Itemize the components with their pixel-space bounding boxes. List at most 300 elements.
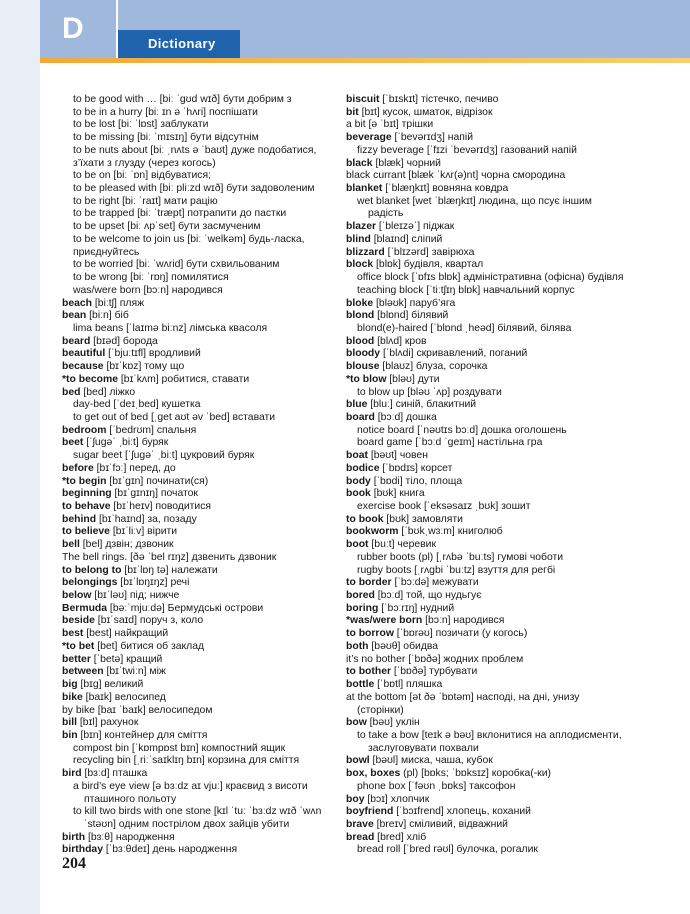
headword: birthday bbox=[62, 844, 103, 856]
headword: Bermuda bbox=[62, 602, 108, 614]
headword: bill bbox=[62, 717, 78, 729]
dictionary-entry bbox=[62, 615, 334, 628]
dictionary-entry bbox=[62, 348, 334, 361]
entry-text: recycling bin [ˌriːˈsaɪklɪŋ bɪn] корзина для сміття bbox=[73, 755, 300, 767]
entry-text: [ˈblʌdi] скривавлений, поганий bbox=[380, 348, 528, 360]
dictionary-entry bbox=[346, 247, 646, 260]
headword: beard bbox=[62, 335, 91, 347]
dictionary-entry bbox=[346, 196, 646, 209]
dictionary-entry bbox=[346, 183, 646, 196]
headword: box, boxes bbox=[346, 768, 401, 780]
dictionary-entry bbox=[346, 768, 646, 781]
entry-text: [bel] дзвін; дзвоник bbox=[79, 539, 174, 551]
entry-text: приєднуйтесь bbox=[73, 246, 140, 258]
entry-text: phone box [ˈfəʊn ˌbɒks] таксофон bbox=[357, 780, 516, 792]
dictionary-entry bbox=[62, 679, 334, 692]
dictionary-entry bbox=[62, 692, 334, 705]
entry-text: [bet] битися об заклад bbox=[94, 640, 205, 652]
entry-text: [ˈbleɪzəˈ] піджак bbox=[376, 221, 455, 233]
dictionary-entry bbox=[62, 361, 334, 374]
headword: before bbox=[62, 462, 94, 474]
entry-text: [bɪl] рахунок bbox=[77, 717, 139, 729]
entry-text: [bləʊ] дути bbox=[386, 373, 440, 385]
entry-text: to be on [biː ˈɒn] відбуватися; bbox=[73, 170, 212, 182]
headword: bodice bbox=[346, 462, 380, 474]
dictionary-entry bbox=[62, 666, 334, 679]
dictionary-entry bbox=[346, 565, 646, 578]
headword: bell bbox=[62, 539, 80, 551]
headword: bookworm bbox=[346, 526, 399, 538]
entry-text: [ˈbɒdi] тіло, площа bbox=[370, 475, 463, 487]
dictionary-entry bbox=[62, 412, 334, 425]
dictionary-entry bbox=[62, 463, 334, 476]
dictionary-entry bbox=[346, 158, 646, 171]
entry-text: [bɪˈləʊ] під; нижче bbox=[91, 590, 180, 602]
entry-text: [ˈbɒtl] пляшка bbox=[374, 679, 443, 691]
entry-text: sugar beet [ˈʃuɡəˈ ˌbiːt] цукровий буряк bbox=[73, 450, 255, 462]
dictionary-entry bbox=[62, 730, 334, 743]
dictionary-entry bbox=[346, 221, 646, 234]
entry-text: [blaɪnd] сліпий bbox=[370, 233, 443, 245]
dictionary-entry bbox=[62, 565, 334, 578]
dictionary-entry bbox=[62, 705, 334, 718]
headword: blanket bbox=[346, 183, 383, 195]
dictionary-entry bbox=[346, 310, 646, 323]
dictionary-entry bbox=[346, 844, 646, 857]
dictionary-entry bbox=[346, 806, 646, 819]
entry-text: [bɪˈsaɪd] поруч з, коло bbox=[94, 615, 204, 627]
section-letter: D bbox=[62, 12, 84, 45]
entry-text: to be pleased with [biː pliːzd wɪð] бути задоволеним bbox=[73, 183, 315, 195]
entry-text: bread roll [ˈbred rəʊl] булочка, рогалик bbox=[357, 844, 538, 856]
entry-text: [bɪˈɡɪn] починати(ся) bbox=[106, 475, 209, 487]
entry-text: [blɒk] будівля, квартал bbox=[373, 259, 484, 271]
dictionary-entry bbox=[62, 94, 334, 107]
headword: between bbox=[62, 666, 104, 678]
entry-text: [baɪk] велосипед bbox=[82, 691, 166, 703]
dictionary-entry bbox=[346, 832, 646, 845]
dictionary-entry bbox=[62, 285, 334, 298]
headword: blind bbox=[346, 233, 371, 245]
dictionary-entry bbox=[62, 247, 334, 260]
entry-text: [blʌd] кров bbox=[374, 335, 427, 347]
dictionary-entry bbox=[62, 132, 334, 145]
headword: boring bbox=[346, 602, 379, 614]
entry-text: [ˈʃuɡəˈ ˌbiːt] буряк bbox=[83, 437, 169, 449]
headword: block bbox=[346, 259, 374, 271]
entry-text: [bɔːd] той, що нудьгує bbox=[374, 590, 482, 602]
dictionary-entry bbox=[346, 717, 646, 730]
headword: birth bbox=[62, 831, 86, 843]
dictionary-entry bbox=[346, 514, 646, 527]
dictionary-entry bbox=[346, 577, 646, 590]
dictionary-entry bbox=[346, 743, 646, 756]
dictionary-entry bbox=[346, 285, 646, 298]
headword: below bbox=[62, 590, 92, 602]
headword: *to begin bbox=[62, 475, 107, 487]
dictionary-entry bbox=[62, 272, 334, 285]
dictionary-entry bbox=[346, 539, 646, 552]
headword: best bbox=[62, 628, 84, 640]
dictionary-entry bbox=[346, 692, 646, 705]
entry-text: (pl) [bɒks; ˈbɒksɪz] коробка(-ки) bbox=[400, 768, 551, 780]
entry-text: [ˈbɪskɪt] тістечко, печиво bbox=[379, 94, 499, 105]
dictionary-entry bbox=[62, 387, 334, 400]
entry-text: [bʊk] замовляти bbox=[383, 513, 463, 525]
entry-text: [bɪˈliːv] вірити bbox=[109, 526, 178, 538]
entry-text: [bɪˈheɪv] поводитися bbox=[110, 501, 212, 512]
headword: black bbox=[346, 157, 373, 169]
dictionary-entry bbox=[62, 158, 334, 171]
headword: bit bbox=[346, 106, 359, 118]
dictionary-entry bbox=[62, 768, 334, 781]
entry-text: [buːt] черевик bbox=[368, 539, 437, 551]
dictionary-entry bbox=[62, 221, 334, 234]
dictionary-entry bbox=[346, 361, 646, 374]
dictionary-entry bbox=[62, 501, 334, 514]
entry-text: [bəʊt] човен bbox=[367, 450, 428, 462]
dictionary-entry bbox=[346, 450, 646, 463]
entry-text: [ˈbɜːθdeɪ] день народження bbox=[103, 844, 238, 856]
headword: boot bbox=[346, 539, 369, 551]
entry-text: a bird’s eye view [ə bɜːdz aɪ vjuː] краєвид з висоти bbox=[73, 780, 308, 792]
dictionary-entry bbox=[62, 310, 334, 323]
entry-text: to be wrong [biː ˈrɒŋ] помилятися bbox=[73, 272, 229, 284]
dictionary-entry bbox=[62, 743, 334, 756]
headword: bed bbox=[62, 386, 81, 398]
entry-text: to be trapped [biː ˈtræpt] потрапити до пастки bbox=[73, 208, 287, 220]
dictionary-entry bbox=[62, 323, 334, 336]
dictionary-entry bbox=[62, 552, 334, 565]
dictionary-entry bbox=[62, 641, 334, 654]
entry-text: [ˈbɔːrɪŋ] нудний bbox=[378, 602, 455, 614]
dictionary-entry bbox=[62, 717, 334, 730]
headword: beach bbox=[62, 297, 93, 309]
dictionary-entry bbox=[62, 755, 334, 768]
entry-text: day-bed [ˈdeɪˌbed] кушетка bbox=[73, 399, 201, 411]
entry-text: office block [ˈɒfɪs blɒk] адміністративна (офісна) будівля bbox=[357, 272, 624, 284]
headword: board bbox=[346, 411, 375, 423]
headword: beside bbox=[62, 615, 95, 627]
headword: bird bbox=[62, 768, 82, 780]
entry-text: [bɜːθ] народження bbox=[85, 831, 175, 843]
page-title: Dictionary bbox=[148, 36, 216, 51]
entry-text: to blow up [bləʊ ˈʌp] роздувати bbox=[357, 386, 502, 398]
entry-text: [bɔɪ] хлопчик bbox=[364, 793, 430, 805]
entry-text: [bɪɡ] великий bbox=[77, 679, 144, 691]
dictionary-entry bbox=[62, 107, 334, 120]
entry-text: The bell rings. [ðə ˈbel rɪŋz] дзвенить дзвоник bbox=[62, 551, 277, 563]
dictionary-entry bbox=[346, 348, 646, 361]
entry-text: [ˈbɒrəʊ] позичати (у когось) bbox=[393, 628, 528, 640]
dictionary-entry bbox=[346, 615, 646, 628]
entry-text: it’s no bother [ˈbɒðə] жодних проблем bbox=[346, 653, 524, 665]
entry-text: [blaʊz] блуза, сорочка bbox=[379, 361, 488, 373]
dictionary-entry bbox=[346, 463, 646, 476]
entry-text: пташиного польоту bbox=[84, 793, 177, 805]
headword: blouse bbox=[346, 361, 380, 373]
headword: bowl bbox=[346, 755, 370, 767]
entry-text: радість bbox=[368, 208, 404, 220]
dictionary-entry bbox=[62, 819, 334, 832]
entry-text: [bɪˈfɔː] перед, до bbox=[93, 462, 176, 474]
entry-text: rubber boots (pl) [ˌrʌbə ˈbuːts] гумові чоботи bbox=[357, 551, 564, 563]
entry-text: [ˈbetə] кращий bbox=[90, 653, 163, 665]
entry-text: to get out of bed [ˌɡet aʊt əv ˈbed] вставати bbox=[73, 411, 276, 423]
entry-text: [bʊk] книга bbox=[370, 488, 425, 500]
headword: boat bbox=[346, 450, 368, 462]
entry-text: to take a bow [teɪk ə bəʊ] вклонитися на аплодисменти, bbox=[357, 729, 622, 741]
entry-text: заслуговувати похвали bbox=[368, 742, 479, 754]
entry-text: [bɪˈkʌm] робитися, ставати bbox=[118, 373, 250, 385]
headword: beginning bbox=[62, 488, 112, 500]
entry-text: [bləʊk] паруб’яга bbox=[373, 297, 456, 309]
entry-text: [bɪˈɡɪnɪŋ] початок bbox=[111, 488, 198, 500]
headword: bloody bbox=[346, 348, 381, 360]
entry-text: [ˈblɪzərd] завірюха bbox=[384, 246, 475, 258]
dictionary-entry bbox=[346, 705, 646, 718]
entry-text: wet blanket [wet ˈblæŋkɪt] людина, що псує іншим bbox=[357, 195, 592, 207]
entry-text: lima beans [ˈlaɪmə biːnz] лімська квасоля bbox=[73, 322, 268, 334]
entry-text: [bəʊθ] обидва bbox=[368, 640, 439, 652]
dictionary-entry bbox=[346, 628, 646, 641]
headword: *to blow bbox=[346, 373, 387, 385]
entry-text: was/were born [bɔːn] народився bbox=[73, 284, 223, 296]
dictionary-entry bbox=[62, 539, 334, 552]
headword: bike bbox=[62, 691, 83, 703]
entry-text: [ˈbɔɪfrend] хлопець, коханий bbox=[393, 806, 531, 818]
dictionary-entry bbox=[62, 476, 334, 489]
entry-text: [bɪˈkɒz] тому що bbox=[103, 361, 185, 373]
headword: blue bbox=[346, 399, 368, 411]
headword: blizzard bbox=[346, 246, 385, 258]
entry-text: blond(e)-haired [ˈblɒnd ˌheəd] білявий, білява bbox=[357, 322, 572, 334]
headword: to bother bbox=[346, 666, 392, 678]
dictionary-entry bbox=[346, 272, 646, 285]
dictionary-entry bbox=[346, 298, 646, 311]
headword: blood bbox=[346, 335, 375, 347]
headword: blond bbox=[346, 310, 375, 322]
entry-text: [bɪˈlɒŋ tə] належати bbox=[121, 564, 218, 576]
headword: bread bbox=[346, 831, 375, 843]
entry-text: [bred] хліб bbox=[374, 831, 427, 843]
headword: *to bet bbox=[62, 640, 95, 652]
header-rule bbox=[40, 58, 690, 63]
dictionary-entry bbox=[346, 476, 646, 489]
entry-text: by bike [baɪ ˈbaɪk] велосипедом bbox=[62, 704, 213, 716]
dictionary-entry bbox=[62, 806, 334, 819]
headword: better bbox=[62, 653, 91, 665]
entry-text: to be nuts about [biː ˌnʌts ə ˈbaʊt] дуже подобатися, bbox=[73, 144, 317, 156]
dictionary-entry bbox=[62, 832, 334, 845]
entry-text: [bɜːd] пташка bbox=[81, 768, 148, 780]
dictionary-entry bbox=[346, 374, 646, 387]
entry-text: notice board [ˈnəʊtɪs bɔːd] дошка оголошень bbox=[357, 424, 567, 436]
entry-text: (сторінки) bbox=[357, 704, 404, 716]
entry-text: [ˈbʊkˌwɜːm] книголюб bbox=[398, 526, 503, 538]
dictionary-entry bbox=[62, 794, 334, 807]
entry-text: board game [ˈbɔːd ˈɡeɪm] настільна гра bbox=[357, 437, 543, 449]
dictionary-entry bbox=[62, 234, 334, 247]
dictionary-entry bbox=[346, 641, 646, 654]
entry-text: з’їхати з глузду (через когось) bbox=[73, 157, 216, 169]
headword: bin bbox=[62, 729, 78, 741]
headword: bean bbox=[62, 310, 87, 322]
entry-text: [blæk] чорний bbox=[372, 157, 441, 169]
dictionary-entry bbox=[62, 577, 334, 590]
entry-text: to be good with … [biː ˈɡʊd wɪð] бути добрим з bbox=[73, 94, 292, 105]
headword: bow bbox=[346, 717, 367, 729]
page-number: 204 bbox=[62, 855, 86, 872]
entry-text: [bɔːn] народився bbox=[422, 615, 505, 627]
headword: to borrow bbox=[346, 628, 394, 640]
entry-text: [bɪˈhaɪnd] за, позаду bbox=[96, 513, 197, 525]
entry-text: to be worried [biː ˈwʌrid] бути схвильованим bbox=[73, 259, 280, 271]
dictionary-entry bbox=[62, 374, 334, 387]
dictionary-entry bbox=[346, 170, 646, 183]
dictionary-entry bbox=[62, 425, 334, 438]
headword: body bbox=[346, 475, 371, 487]
dictionary-entry bbox=[346, 488, 646, 501]
headword: to believe bbox=[62, 526, 110, 538]
headword: bedroom bbox=[62, 424, 107, 436]
entry-text: [bəʊl] миска, чаша, кубок bbox=[369, 755, 493, 767]
headword: beautiful bbox=[62, 348, 106, 360]
headword: boy bbox=[346, 793, 365, 805]
dictionary-column-left bbox=[62, 94, 334, 857]
entry-text: [bəːˈmjuːdə] Бермудські острови bbox=[107, 602, 264, 614]
entry-text: [biːn] біб bbox=[86, 310, 129, 322]
entry-text: [bɪˈlɒŋɪŋz] речі bbox=[117, 577, 190, 589]
entry-text: to be upset [biː ʌpˈset] бути засмученим bbox=[73, 221, 261, 233]
entry-text: [breɪv] сміливий, відважний bbox=[373, 818, 508, 830]
headword: bottle bbox=[346, 679, 375, 691]
entry-text: to be missing [biː ˈmɪsɪŋ] бути відсутнім bbox=[73, 132, 259, 144]
dictionary-entry bbox=[62, 170, 334, 183]
dictionary-entry bbox=[62, 526, 334, 539]
dictionary-entry bbox=[62, 437, 334, 450]
entry-text: [bed] ліжко bbox=[80, 386, 136, 398]
headword: to border bbox=[346, 577, 392, 589]
entry-text: rugby boots [ˌrʌɡbi ˈbuːtz] взуття для регбі bbox=[357, 564, 556, 576]
headword: biscuit bbox=[346, 94, 380, 105]
headword: beverage bbox=[346, 132, 392, 144]
dictionary-entry bbox=[62, 654, 334, 667]
dictionary-entry bbox=[346, 437, 646, 450]
entry-text: compost bin [ˈkɒmpɒst bɪn] компостний ящик bbox=[73, 742, 286, 754]
entry-text: at the bottom [ət ðə ˈbɒtəm] насподі, на дні, унизу bbox=[346, 691, 580, 703]
dictionary-entry bbox=[346, 208, 646, 221]
dictionary-entry bbox=[346, 323, 646, 336]
dictionary-entry bbox=[346, 501, 646, 514]
dictionary-entry bbox=[346, 666, 646, 679]
entry-text: [bɔːd] дошка bbox=[374, 411, 437, 423]
section-letter-box bbox=[40, 0, 116, 58]
dictionary-entry bbox=[346, 107, 646, 120]
dictionary-entry bbox=[62, 336, 334, 349]
entry-text: [biːtʃ] пляж bbox=[92, 297, 145, 309]
entry-text: to be welcome to join us [biː ˈwelkəm] будь-ласка, bbox=[73, 233, 305, 245]
dictionary-entry bbox=[346, 730, 646, 743]
dictionary-entry bbox=[346, 794, 646, 807]
dictionary-entry bbox=[346, 819, 646, 832]
dictionary-entry bbox=[346, 654, 646, 667]
dictionary-entry bbox=[346, 755, 646, 768]
entry-text: [ˈblæŋkɪt] вовняна ковдра bbox=[382, 183, 509, 195]
entry-text: [ˈbjuːtɪfl] вродливий bbox=[105, 348, 201, 360]
entry-text: [bɪəd] борода bbox=[90, 335, 158, 347]
entry-text: [bɪˈtwiːn] між bbox=[103, 666, 166, 678]
dictionary-entry bbox=[62, 259, 334, 272]
dictionary-entry bbox=[346, 145, 646, 158]
headword: brave bbox=[346, 818, 374, 830]
dictionary-entry bbox=[346, 399, 646, 412]
dictionary-entry bbox=[346, 603, 646, 616]
dictionary-entry bbox=[346, 679, 646, 692]
headword: book bbox=[346, 488, 371, 500]
entry-text: [bəʊ] уклін bbox=[366, 717, 420, 729]
entry-text: to be lost [biː ˈlɒst] заблукати bbox=[73, 119, 209, 131]
dictionary-entry bbox=[346, 781, 646, 794]
entry-text: to be in a hurry [biː ɪn ə ˈhʌri] поспішати bbox=[73, 106, 258, 118]
entry-text: teaching block [ˈtiːtʃɪŋ blɒk] навчальний корпус bbox=[357, 284, 575, 296]
page-margin-band bbox=[0, 0, 40, 914]
dictionary-entry bbox=[346, 590, 646, 603]
entry-text: to be right [biː ˈraɪt] мати рацію bbox=[73, 195, 218, 207]
dictionary-column-right bbox=[346, 94, 646, 857]
header-tab bbox=[118, 30, 240, 58]
entry-text: ˈstəʊn] одним пострілом двох зайців убити bbox=[84, 818, 290, 830]
dictionary-entry bbox=[62, 183, 334, 196]
headword: belongings bbox=[62, 577, 118, 589]
dictionary-entry bbox=[62, 844, 334, 857]
headword: big bbox=[62, 679, 78, 691]
dictionary-entry bbox=[346, 425, 646, 438]
headword: to belong to bbox=[62, 564, 122, 576]
entry-text: [ˈbɒdɪs] корсет bbox=[379, 462, 453, 474]
dictionary-entry bbox=[62, 145, 334, 158]
dictionary-entry bbox=[346, 412, 646, 425]
entry-text: exercise book [ˈeksəsaɪz ˌbʊk] зошит bbox=[357, 501, 531, 512]
dictionary-entry bbox=[62, 628, 334, 641]
dictionary-entry bbox=[346, 387, 646, 400]
entry-text: black currant [blæk ˈkʌr(ə)nt] чорна смородина bbox=[346, 170, 566, 182]
dictionary-entry bbox=[346, 259, 646, 272]
dictionary-entry bbox=[62, 208, 334, 221]
dictionary-entry bbox=[62, 603, 334, 616]
headword: *was/were born bbox=[346, 615, 423, 627]
headword: both bbox=[346, 640, 369, 652]
entry-text: [ˈbɒðə] турбувати bbox=[391, 666, 478, 678]
headword: *to become bbox=[62, 373, 119, 385]
entry-text: [best] найкращий bbox=[83, 628, 169, 640]
entry-text: [bɪt] кусок, шматок, відрізок bbox=[358, 106, 493, 118]
dictionary-entry bbox=[62, 781, 334, 794]
headword: to book bbox=[346, 513, 384, 525]
dictionary-entry bbox=[346, 132, 646, 145]
dictionary-entry bbox=[62, 399, 334, 412]
entry-text: [bɪn] контейнер для сміття bbox=[77, 729, 208, 741]
dictionary-entry bbox=[62, 450, 334, 463]
dictionary-entry bbox=[62, 298, 334, 311]
headword: because bbox=[62, 361, 104, 373]
headword: behind bbox=[62, 513, 97, 525]
dictionary-entry bbox=[62, 590, 334, 603]
headword: beet bbox=[62, 437, 84, 449]
entry-text: [blɒnd] білявий bbox=[374, 310, 449, 322]
entry-text: [bluː] синій, блакитний bbox=[367, 399, 477, 411]
dictionary-entry bbox=[346, 94, 646, 107]
